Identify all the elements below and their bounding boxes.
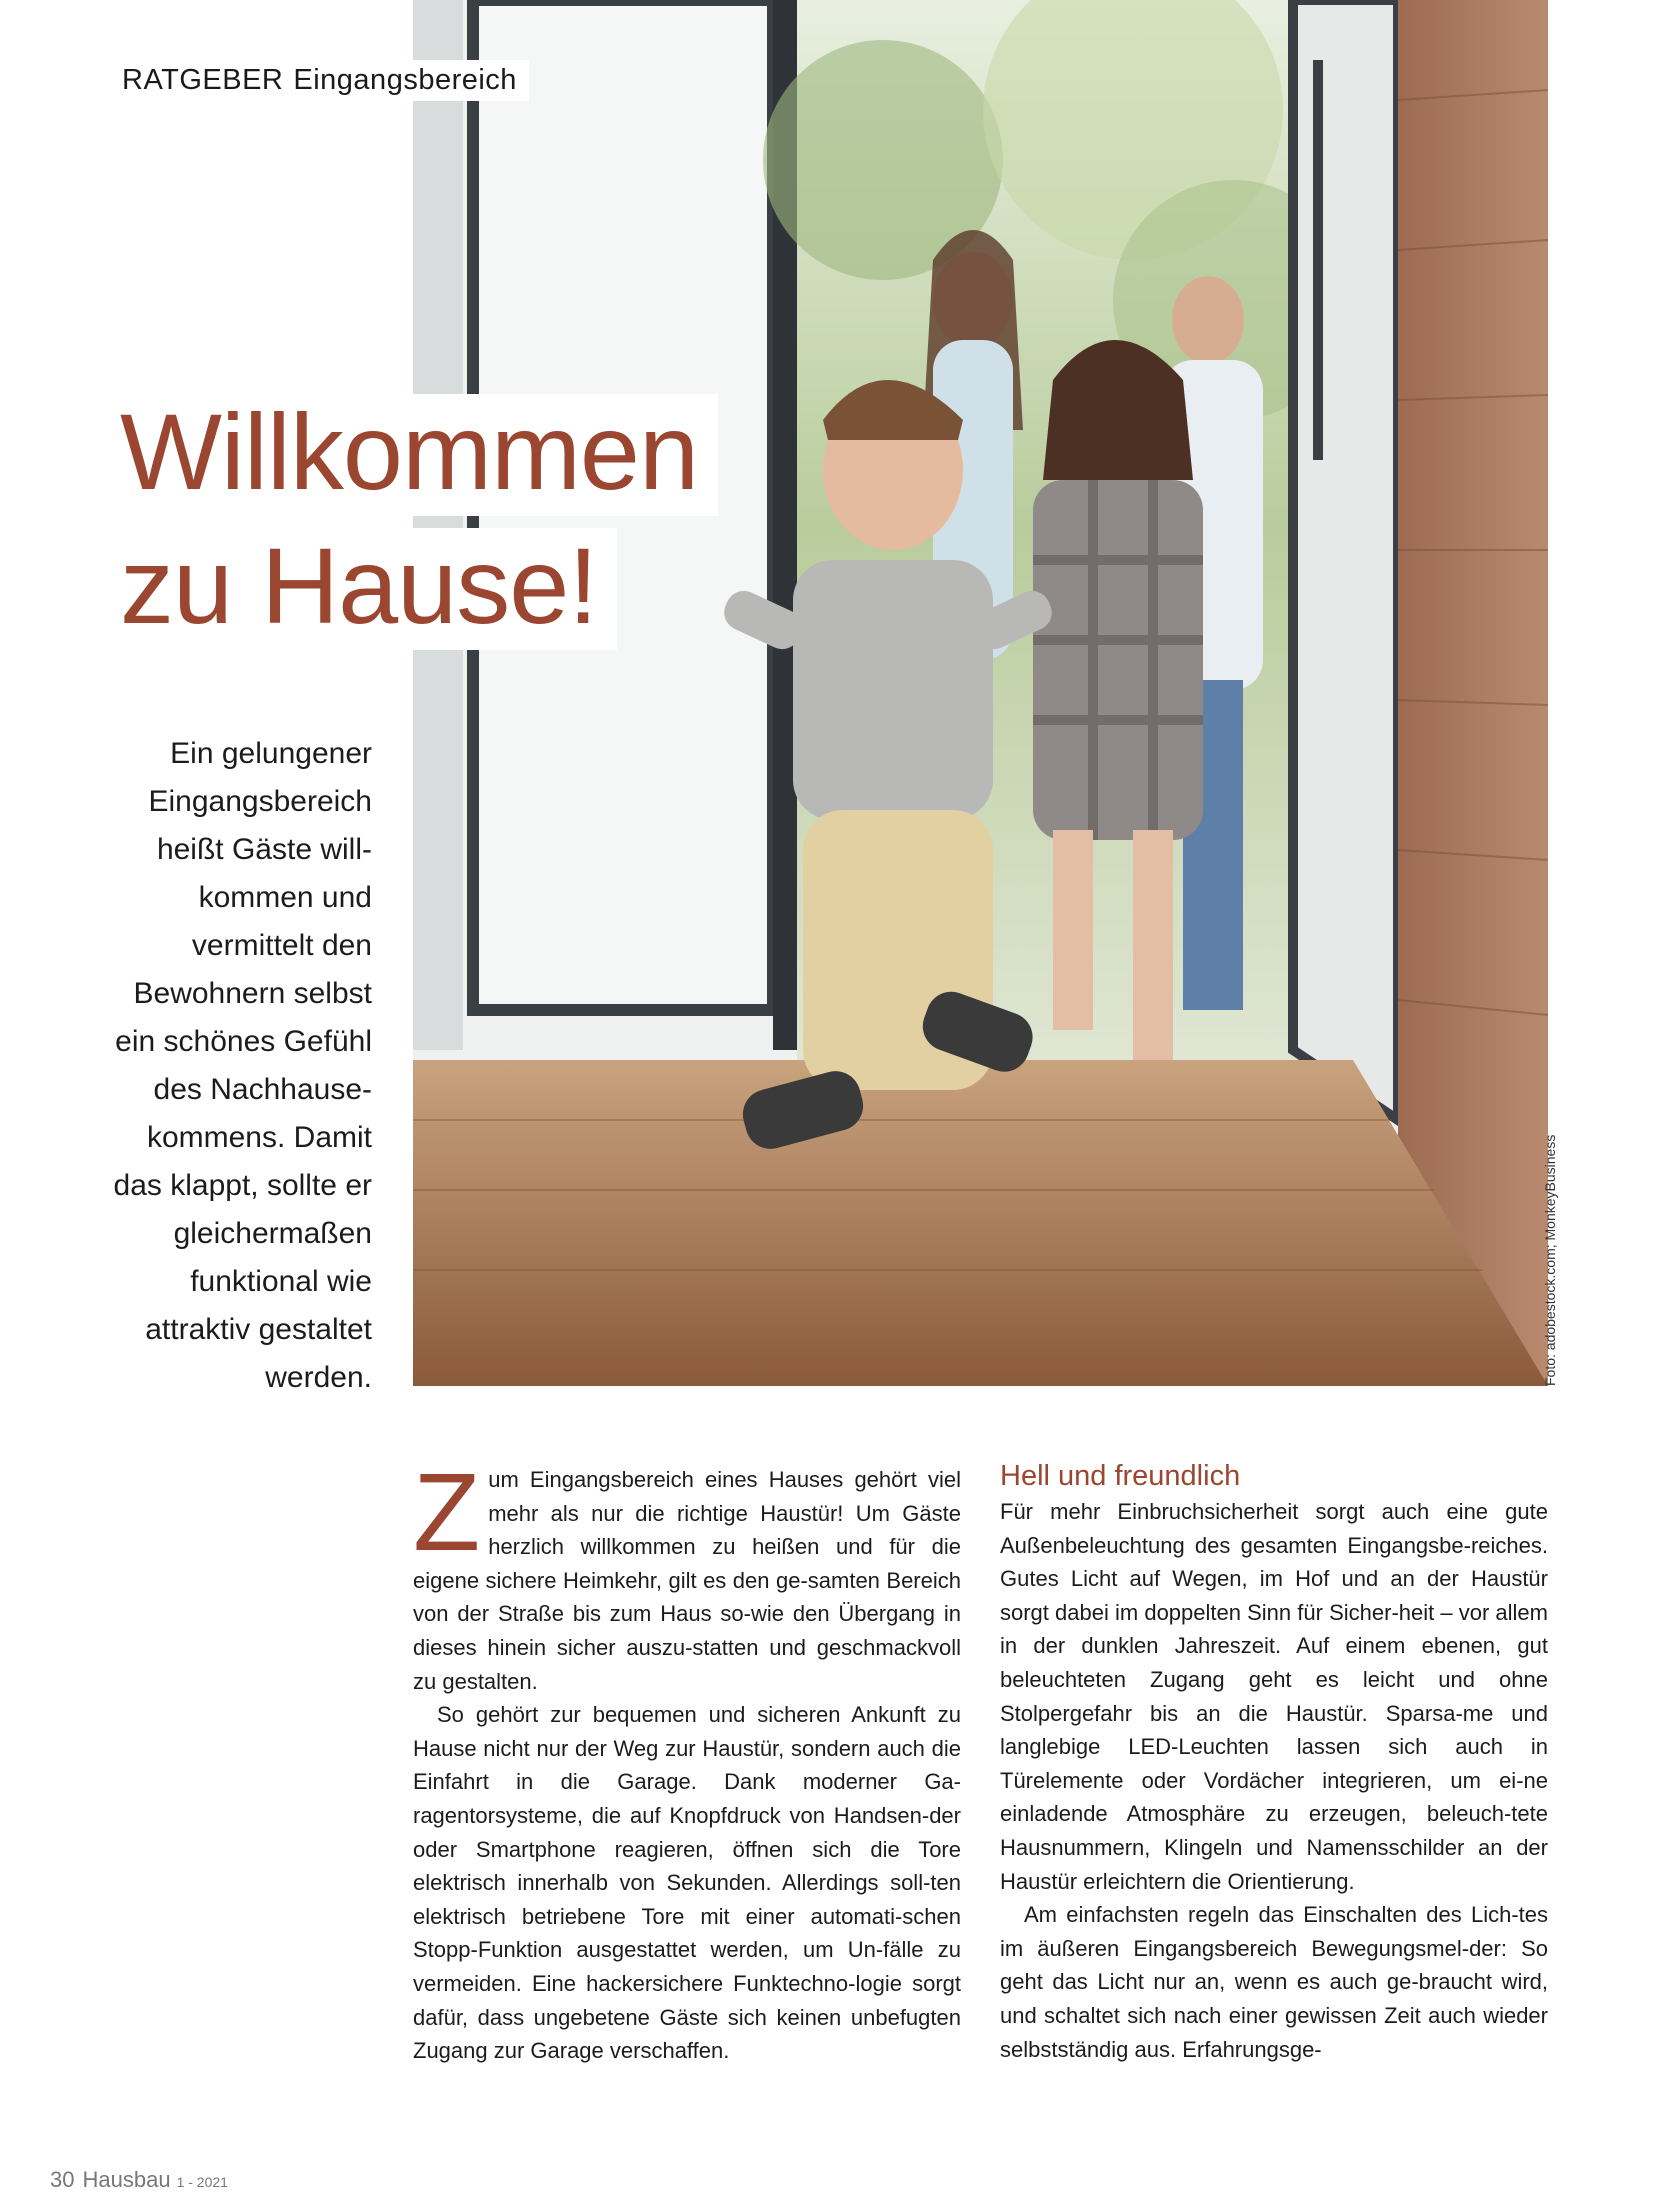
issue-number: 1 - 2021 — [176, 2174, 228, 2190]
title-line-2: zu Hause! — [112, 528, 617, 650]
page-number: 30 — [50, 2167, 75, 2192]
page-footer — [50, 2167, 228, 2193]
drop-cap: Z — [413, 1451, 481, 1574]
paragraph-1-text: um Eingangsbereich eines Hauses gehört viel mehr als nur die richtige Haustür! Um Gäste herzlich willkommen zu heißen und für die eigene sichere Heimkehr, gilt es den ge-samten Bereich von der Straße bis zum Haus so-wie den Übergang in dieses hinein sicher auszu-statten und geschmackvoll zu gestalten. — [413, 1467, 961, 1694]
title-line-1: Willkommen — [112, 394, 718, 516]
section-category: RATGEBER — [122, 64, 284, 96]
publication-name: Hausbau — [82, 2167, 171, 2192]
section-label — [114, 60, 529, 101]
article-paragraph-4: Am einfachsten regeln das Einschalten des Lich-tes im äußeren Eingangsbereich Bewegungsmel-der: So geht das Licht nur an, wenn es auch ge-braucht wird, und schaltet sich nach einer gewissen Zeit auch wieder selbstständig aus. Erfahrungsge- — [1000, 1902, 1548, 2062]
intro-text: Ein gelungener Eingangsbereich heißt Gäste will-kommen und vermittelt den Bewohnern selbst ein schönes Gefühl des Nachhause-kommens. Damit das klappt, sollte er gleichermaßen funktional wie attraktiv gestaltet werden. — [113, 737, 372, 1394]
article-column-right — [1000, 1459, 1548, 2066]
section-topic: Eingangsbereich — [293, 64, 517, 96]
article-paragraph-2: So gehört zur bequemen und sicheren Ankunft zu Hause nicht nur der Weg zur Haustür, sondern auch die Einfahrt in die Garage. Dank moderner Ga-ragentorsysteme, die auf Knopfdruck von Handsen-der oder Smartphone reagieren, öffnen sich die Tore elektrisch innerhalb von Sekunden. Allerdings soll-ten elektrisch betriebene Tore mit einer automati-schen Stopp-Funktion ausgestattet werden, um Un-fälle zu vermeiden. Eine hackersichere Funktechno-logie sorgt dafür, dass ungebetene Gäste sich keinen unbefugten Zugang zur Garage verschaffen. — [413, 1702, 961, 2064]
article-paragraph-1 — [413, 1451, 961, 1698]
subheading: Hell und freundlich — [1000, 1460, 1241, 1492]
page-title — [112, 391, 718, 650]
article-paragraph-3: Für mehr Einbruchsicherheit sorgt auch eine gute Außenbeleuchtung des gesamten Eingangsbe-reiches. Gutes Licht auf Wegen, im Hof und an der Haustür sorgt dabei im doppelten Sinn für Sicher-heit – vor allem in der dunklen Jahreszeit. Auf einem ebenen, gut beleuchteten Zugang geht es leicht und ohne Stolpergefahr bis an die Haustür. Sparsa-me und langlebige LED-Leuchten lassen sich auch in Türelemente oder Vordächer integrieren, um ei-ne einladende Atmosphäre zu erzeugen, beleuch-tete Hausnummern, Klingeln und Namensschilder an der Haustür erleichtern die Orientierung. — [1000, 1499, 1548, 1894]
hero-photo-illustration — [413, 0, 1548, 1386]
hero-photo — [413, 0, 1548, 1386]
photo-credit: Foto: adobestock.com; MonkeyBusiness — [1542, 1134, 1558, 1386]
article-column-left — [413, 1451, 961, 2068]
